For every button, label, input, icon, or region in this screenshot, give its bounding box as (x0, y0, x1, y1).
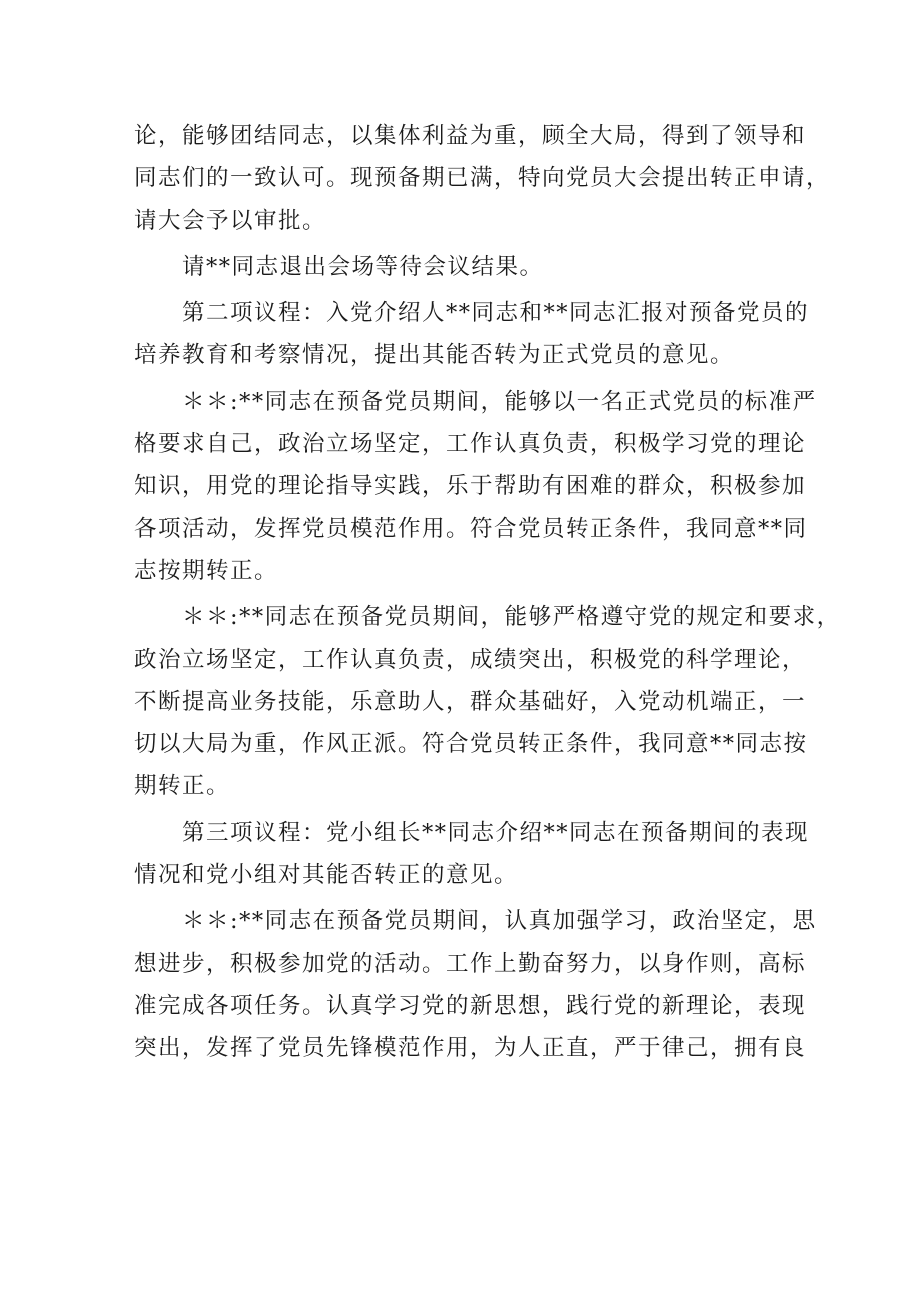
text-line: 格要求自己，政治立场坚定，工作认真负责，积极学习党的理论 (134, 431, 807, 458)
text-line: 情况和党小组对其能否转正的意见。 (134, 862, 519, 889)
text-line: 不断提高业务技能，乐意助人，群众基础好，入党动机端正，一 (134, 688, 807, 715)
text-line: 请**同志退出会场等待会议结果。 (134, 253, 544, 280)
text-line: 同志们的一致认可。现预备期已满，特向党员大会提出转正申请， (134, 165, 831, 192)
document-body (134, 115, 841, 1070)
text-line: 第二项议程：入党介绍人**同志和**同志汇报对预备党员的 (134, 300, 810, 327)
text-line: 期转正。 (134, 773, 231, 800)
text-line: ＊＊:**同志在预备党员期间，能够以一名正式党员的标准严 (134, 388, 817, 415)
text-line: 志按期转正。 (134, 557, 279, 584)
text-line: 培养教育和考察情况，提出其能否转为正式党员的意见。 (134, 342, 735, 369)
text-line: ＊＊:**同志在预备党员期间，能够严格遵守党的规定和要求， (134, 604, 841, 631)
text-line: 切以大局为重，作风正派。符合党员转正条件，我同意**同志按 (134, 731, 808, 758)
text-line: 想进步，积极参加党的活动。工作上勤奋努力，以身作则，高标 (134, 950, 807, 977)
text-line: 突出，发挥了党员先锋模范作用，为人正直，严于律己，拥有良 (134, 1035, 807, 1062)
text-line: ＊＊:**同志在预备党员期间，认真加强学习，政治坚定，思 (134, 908, 817, 935)
text-line: 政治立场坚定，工作认真负责，成绩突出，积极党的科学理论， (134, 646, 807, 673)
text-line: 论，能够团结同志，以集体利益为重，顾全大局，得到了领导和 (134, 123, 807, 149)
text-line: 准完成各项任务。认真学习党的新思想，践行党的新理论，表现 (134, 992, 807, 1019)
text-line: 第三项议程：党小组长**同志介绍**同志在预备期间的表现 (134, 819, 810, 846)
text-line: 各项活动，发挥党员模范作用。符合党员转正条件，我同意**同 (134, 515, 808, 542)
text-line: 知识，用党的理论指导实践，乐于帮助有困难的群众，积极参加 (134, 473, 807, 500)
text-line: 请大会予以审批。 (134, 207, 327, 234)
